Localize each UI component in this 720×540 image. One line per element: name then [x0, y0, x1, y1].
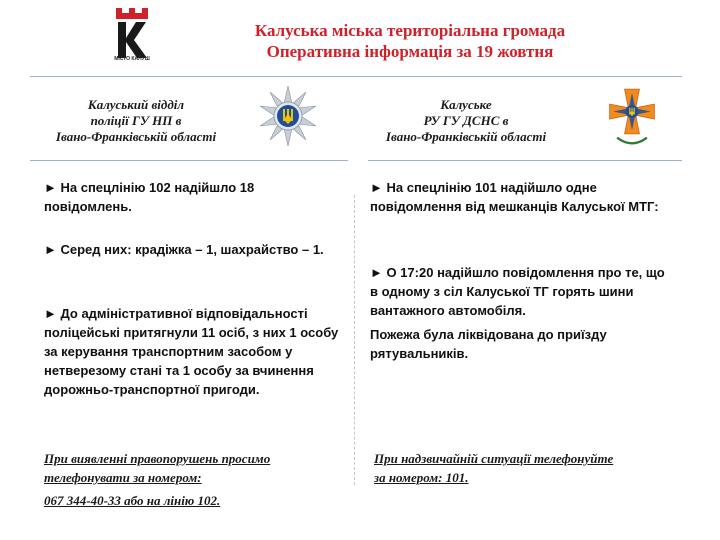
police-title-divider: [30, 160, 348, 161]
police-contact-note: При виявленні правопорушень просимо телефонувати за номером: 067 344-40-33 або на лінію 102.: [44, 449, 344, 510]
police-phone: 067 344-40-33 або на лінію 102.: [44, 493, 221, 508]
police-paragraph-1: ► На спецлінію 102 надійшло 18 повідомлень.: [44, 180, 255, 214]
police-star-emblem-icon: [256, 84, 320, 148]
dsns-phone: за номером: 101.: [374, 470, 469, 485]
police-paragraph-2: ► Серед них: крадіжка – 1, шахрайство – 1.: [44, 242, 324, 257]
police-title: Калуський відділ поліції ГУ НП в Івано-Франківській області: [55, 97, 217, 144]
police-paragraph-3: ► До адміністративної відповідальності поліцейські притягнули 11 осіб, з них 1 особу за керування транспортним засобом у нетверезому стані та 1 особу за вчинення дорожньо-транспортної пригоди.: [44, 306, 339, 397]
dsns-paragraph-2: ► О 17:20 надійшло повідомлення про те, що в одному з сіл Калуської ТГ горять шини вантажного автомобіля.: [370, 265, 665, 318]
dsns-title-divider: [368, 160, 682, 161]
dsns-title: Калуське РУ ГУ ДСНС в Івано-Франківській області: [385, 97, 547, 144]
column-divider: [354, 195, 355, 485]
page-title: [180, 20, 640, 62]
header-line-2: Оперативна інформація за 19 жовтня: [266, 42, 554, 61]
dsns-paragraph-1: ► На спецлінію 101 надійшло одне повідомлення від мешканців Калуської МТГ:: [370, 180, 659, 214]
dsns-cross-emblem-icon: [604, 84, 660, 154]
header-line-1: Калуська міська територіальна громада: [254, 21, 566, 40]
dsns-paragraph-3: Пожежа була ліквідована до приїзду рятувальників.: [370, 327, 607, 361]
dsns-contact-note: При надзвичайній ситуації телефонуйте за номером: 101.: [374, 449, 674, 487]
header-divider: [30, 76, 682, 77]
logo-caption: МІСТО КАЛУШ: [114, 56, 150, 62]
